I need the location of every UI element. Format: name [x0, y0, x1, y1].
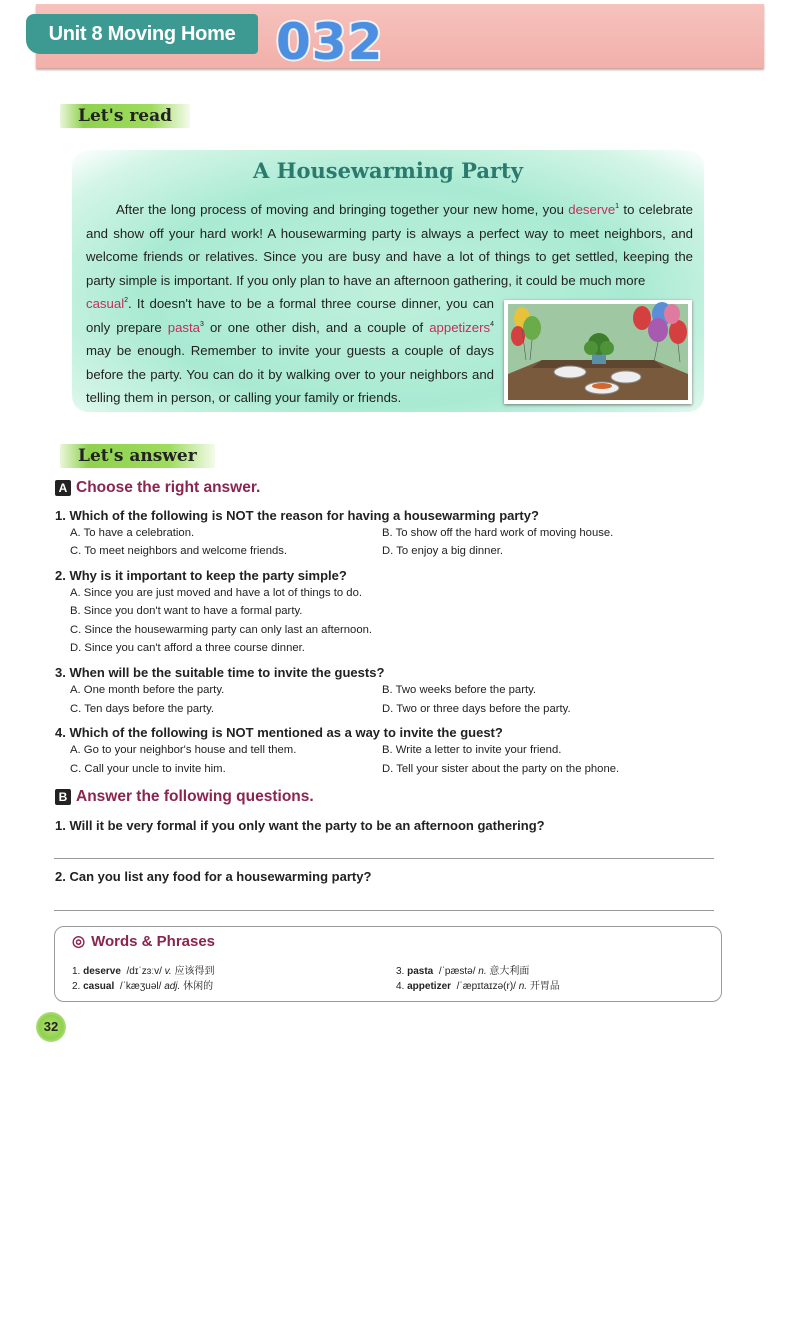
article-title: A Housewarming Party — [253, 158, 523, 183]
keyword-pasta: pasta — [167, 319, 201, 335]
party-illustration — [504, 300, 692, 404]
article-body — [86, 198, 693, 292]
part-b-title: Answer the following questions. — [76, 788, 314, 805]
word-entry-casual: 2. casual /ˈkæʒuəl/ adj. 休闲的 — [72, 981, 214, 992]
unit-title: Unit 8 Moving Home — [26, 14, 258, 54]
lets-read-label: Let's read — [60, 104, 190, 128]
option-a1-b[interactable]: B. To show off the hard work of moving house. — [382, 527, 614, 539]
lets-answer-label: Let's answer — [60, 444, 215, 468]
part-a-heading — [55, 479, 260, 497]
page-number: 32 — [36, 1012, 66, 1042]
answer-line-b1[interactable] — [54, 858, 714, 859]
question-a2: 2. Why is it important to keep the party simple? — [55, 568, 347, 583]
article-body-continued — [86, 292, 494, 410]
word-entry-pasta: 3. pasta /ˈpæstə/ n. 意大利面 — [396, 966, 530, 977]
keyword-appetizers: appetizers — [429, 319, 491, 335]
option-a3-d[interactable]: D. Two or three days before the party. — [382, 703, 571, 715]
word-entry-deserve: 1. deserve /dɪˈzɜːv/ v. 应该得到 — [72, 966, 215, 977]
option-a3-b[interactable]: B. Two weeks before the party. — [382, 684, 537, 696]
option-a3-a[interactable]: A. One month before the party. — [70, 684, 225, 696]
option-a4-a[interactable]: A. Go to your neighbor's house and tell them. — [70, 744, 297, 756]
option-a2-a[interactable]: A. Since you are just moved and have a lot of things to do. — [70, 587, 363, 599]
keyword-deserve: deserve — [568, 202, 616, 217]
option-a2-c[interactable]: C. Since the housewarming party can only last an afternoon. — [70, 624, 373, 636]
question-b2: 2. Can you list any food for a housewarming party? — [55, 869, 372, 884]
question-a3: 3. When will be the suitable time to invite the guests? — [55, 665, 385, 680]
option-a1-a[interactable]: A. To have a celebration. — [70, 527, 195, 539]
option-a4-c[interactable]: C. Call your uncle to invite him. — [70, 763, 226, 775]
option-a4-b[interactable]: B. Write a letter to invite your friend. — [382, 744, 562, 756]
question-b1: 1. Will it be very formal if you only want the party to be an afternoon gathering? — [55, 818, 545, 833]
answer-line-b2[interactable] — [54, 910, 714, 911]
option-a1-c[interactable]: C. To meet neighbors and welcome friends. — [70, 545, 288, 557]
target-icon: ◎ — [72, 933, 86, 950]
page-code: 032 — [276, 13, 384, 71]
part-b-heading — [55, 788, 314, 806]
word-entry-appetizer: 4. appetizer /ˈæpɪtaɪzə(r)/ n. 开胃品 — [396, 981, 560, 992]
option-a3-c[interactable]: C. Ten days before the party. — [70, 703, 215, 715]
option-a2-b[interactable]: B. Since you don't want to have a formal party. — [70, 605, 303, 617]
option-a1-d[interactable]: D. To enjoy a big dinner. — [382, 545, 503, 557]
part-a-title: Choose the right answer. — [76, 479, 261, 496]
party-scene-image — [504, 300, 692, 404]
part-a-letter: A — [55, 480, 71, 496]
option-a4-d[interactable]: D. Tell your sister about the party on the phone. — [382, 763, 620, 775]
option-a2-d[interactable]: D. Since you can't afford a three course dinner. — [70, 642, 305, 654]
keyword-casual: casual — [86, 296, 125, 311]
question-a4: 4. Which of the following is NOT mentioned as a way to invite the guest? — [55, 725, 503, 740]
article-paragraph-top: After the long process of moving and bringing together your new home, you deserve$^1$ to celebrate and show off your hard work! A housewarming party is always a perfect way to meet neighbors, and welcome friends or relatives. Since you are busy and have a lot of things to get settled, keeping the party simple is important. If you only plan to have an afternoon gathering, it could be much more — [86, 202, 693, 288]
question-a1: 1. Which of the following is NOT the reason for having a housewarming party? — [55, 508, 539, 523]
words-phrases-title: ◎ Words & Phrases — [72, 933, 216, 950]
article-paragraph-bottom: casual$^2$. It doesn't have to be a formal three course dinner, you can only prepare pasta$^3$ or one other dish, and a couple of appetizers$^4$ may be enough. Remember to invite your guests a couple of days before the party. You can do it by walking over to your neighbors and telling them in person, or calling your family or friends. — [86, 296, 494, 405]
part-b-letter: B — [55, 789, 71, 805]
